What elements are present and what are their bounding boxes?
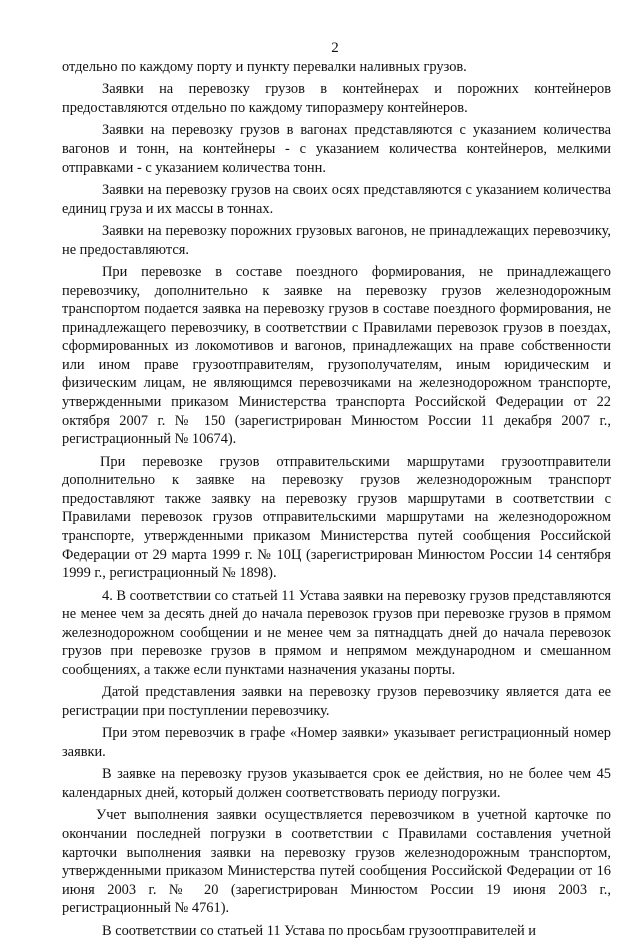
paragraph: 4. В соответствии со статьей 11 Устава заявки на перевозку грузов представляются не менее чем за десять дней до начала перевозок грузов при перевозке грузов в прямом железнодорожном сообщении и не менее чем за пятнадцать дней до начала перевозок грузов при перевозке грузов в прямом и непрямом международном и смешанном сообщениях, а также если пунктами назначения указаны порты. <box>62 587 611 678</box>
paragraph: Датой представления заявки на перевозку грузов перевозчику является дата ее регистрации при поступлении перевозчику. <box>62 684 611 719</box>
paragraph: Учет выполнения заявки осуществляется перевозчиком в учетной карточке по окончании последней погрузки в соответствии с Правилами составления учетной карточки выполнения заявки на перевозку грузов железнодорожным транспортом, утвержденными приказом Министерства путей сообщения Российской Федерации от 16 июня 2003 г. № 20 (зарегистрирован Минюстом России 19 июня 2003 г., регистрационный № 4761). <box>62 807 611 917</box>
paragraph: При перевозке в составе поездного формирования, не принадлежащего перевозчику, дополнительно к заявке на перевозку грузов железнодорожным транспортом подается заявка на перевозку грузов в составе поездного формирования, не принадлежащего перевозчику, в соответствии с Правилами перевозок грузов в поездах, сформированных из локомотивов и вагонов, принадлежащих на праве собственности или ином праве грузоотправителям, грузополучателям, иным юридическим и физическим лицам, не являющимся перевозчиками на железнодорожном транспорте, утвержденными приказом Министерства транспорта Российской Федерации от 22 октября 2007 г. № 150 (зарегистрирован Минюстом России 11 декабря 2007 г., регистрационный № 10674). <box>62 263 611 448</box>
paragraph: При перевозке грузов отправительскими маршрутами грузоотправители дополнительно к заявке на перевозку грузов железнодорожным транспорт предоставляют также заявку на перевозку грузов маршрутами в соответствии с Правилами перевозок грузов отправительскими маршрутами на железнодорожном транспорте, утвержденными приказом Министерства путей сообщения Российской Федерации от 29 марта 1999 г. № 10Ц (зарегистрирован Минюстом России 14 сентября 1999 г., регистрационный № 1898). <box>62 453 611 582</box>
paragraph: Заявки на перевозку грузов в контейнерах и порожних контейнеров предоставляются отдельно по каждому типоразмеру контейнеров. <box>62 81 611 116</box>
document-body <box>62 58 611 944</box>
paragraph: Заявки на перевозку порожних грузовых вагонов, не принадлежащих перевозчику, не предоставляются. <box>62 222 611 258</box>
paragraph: Заявки на перевозку грузов на своих осях представляются с указанием количества единиц груза и их массы в тоннах. <box>62 181 611 217</box>
paragraph: отдельно по каждому порту и пункту перевалки наливных грузов. <box>62 59 467 75</box>
paragraph: Заявки на перевозку грузов в вагонах представляются с указанием количества вагонов и тонн, на контейнеры - с указанием количества контейнеров, мелкими отправками - с указанием количества тонн. <box>62 122 611 176</box>
paragraph: При этом перевозчик в графе «Номер заявки» указывает регистрационный номер заявки. <box>62 725 611 760</box>
page-number: 2 <box>331 40 339 56</box>
paragraph: В соответствии со статьей 11 Устава по просьбам грузоотправителей и <box>102 922 536 939</box>
paragraph: В заявке на перевозку грузов указывается срок ее действия, но не более чем 45 календарных дней, который должен соответствовать периоду погрузки. <box>62 766 611 801</box>
